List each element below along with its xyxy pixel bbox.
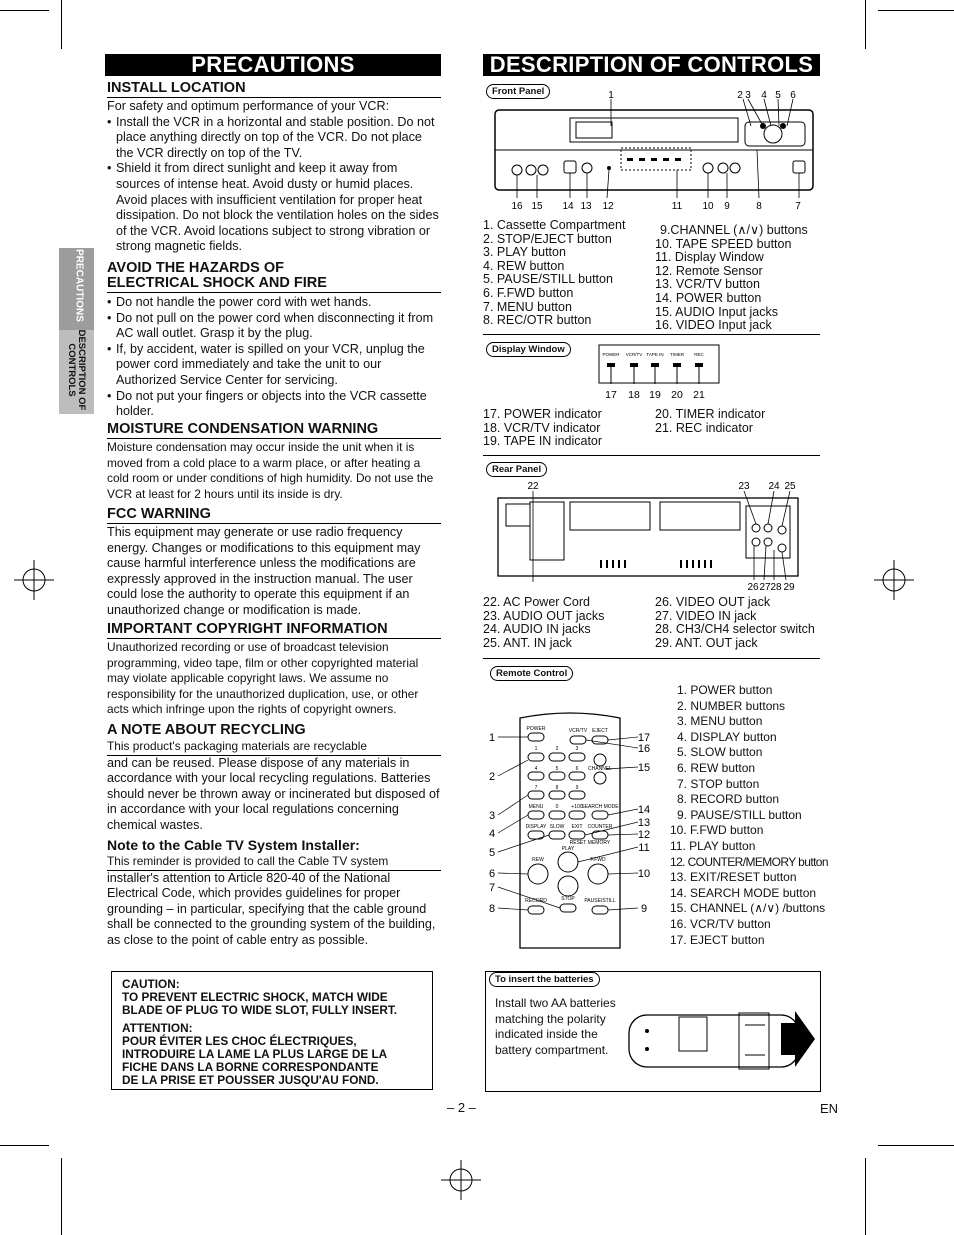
- crop-mark: [61, 0, 62, 49]
- recycling-text: and can be reused. Please dispose of any materials in accordance with your local recycling regulations. Batteries should never be thrown away or incinerated but disposed of in accordance with your local regulations concerning chemical wastes.: [107, 755, 440, 832]
- front-bottom-number: 10: [702, 201, 714, 212]
- cable-text: installer's attention to Article 820-40 of the National Electrical Code, which provides guidelines for proper grounding – in particular, specifying that the cable ground shall be connected to the grounding system of the building, as close to the point of cable entry as possible.: [107, 870, 436, 947]
- list-item: 19. TAPE IN indicator: [483, 434, 603, 449]
- list-item: 27. VIDEO IN jack: [655, 608, 757, 623]
- copyright-section: [107, 622, 441, 718]
- batteries-text: Install two AA batteries matching the polarity indicated inside the battery compartment.: [495, 996, 616, 1057]
- remote-number: 13: [637, 817, 651, 829]
- controls-title: DESCRIPTION OF CONTROLS: [483, 54, 820, 76]
- display-window-diagram: [597, 343, 722, 403]
- remote-label: POWER: [526, 726, 546, 732]
- hazards-bullet: • Do not put your fingers or objects into the VCR cassette holder.: [107, 389, 441, 420]
- recycling-section: [107, 723, 441, 833]
- list-item: 9. PAUSE/STILL button: [677, 807, 802, 822]
- rear-list-right: [655, 596, 825, 650]
- remote-digit: 3: [575, 746, 579, 752]
- list-item: 16. VCR/TV button: [670, 916, 771, 931]
- remote-label: +100: [571, 804, 583, 810]
- list-item: 26. VIDEO OUT jack: [655, 595, 771, 609]
- front-bottom-number: 15: [531, 201, 543, 212]
- caution-box: [111, 971, 433, 1090]
- list-item: 13. EXIT/RESET button: [670, 870, 797, 885]
- crop-mark: [865, 0, 866, 49]
- divider: [483, 455, 820, 456]
- registration-mark: [441, 1160, 481, 1200]
- front-bottom-number: 16: [511, 201, 523, 212]
- remote-label: REW: [532, 857, 544, 863]
- list-item: 5. SLOW button: [677, 745, 763, 760]
- crop-mark: [61, 1158, 62, 1235]
- list-item: 14. POWER button: [655, 290, 762, 305]
- rear-top-number: 22: [527, 481, 539, 492]
- rear-bottom-number: 28: [770, 582, 782, 593]
- rear-bottom-number: 29: [783, 582, 795, 593]
- install-heading: INSTALL LOCATION: [107, 81, 441, 98]
- list-item: 8. REC/OTR button: [483, 313, 592, 328]
- divider: [483, 334, 820, 335]
- fcc-section: [107, 507, 441, 619]
- remote-label: PLAY: [561, 846, 575, 852]
- moisture-section: [107, 422, 441, 502]
- list-item: 3. MENU button: [677, 714, 763, 729]
- front-top-number: 2: [737, 90, 743, 101]
- remote-number: 5: [488, 847, 496, 859]
- remote-number: 2: [488, 771, 496, 783]
- remote-number: 3: [488, 810, 496, 822]
- remote-number: 12: [637, 829, 651, 841]
- precautions-title: PRECAUTIONS: [105, 54, 441, 76]
- caution-line: DE LA PRISE ET POUSSER JUSQU'AU FOND.: [122, 1072, 379, 1087]
- remote-number: 16: [637, 743, 651, 755]
- remote-label: DISPLAY: [525, 824, 547, 830]
- front-top-number: 3: [745, 90, 751, 101]
- battery-remote-illustration: [625, 1003, 817, 1075]
- list-item: 13. VCR/TV button: [655, 277, 760, 292]
- remote-number: 8: [488, 903, 496, 915]
- front-bottom-number: 13: [580, 201, 592, 212]
- caution-line: TO PREVENT ELECTRIC SHOCK, MATCH WIDE: [122, 989, 388, 1004]
- list-item: 10. TAPE SPEED button: [655, 236, 792, 251]
- list-item: 2. STOP/EJECT button: [483, 231, 612, 246]
- side-tab-upper-label: PRECAUTIONS: [73, 249, 85, 322]
- crop-mark: [865, 1158, 866, 1235]
- copyright-heading: IMPORTANT COPYRIGHT INFORMATION: [107, 622, 441, 639]
- list-item: 12. COUNTER/MEMORY button: [670, 854, 828, 869]
- front-bottom-number: 12: [602, 201, 614, 212]
- hazards-bullet: • Do not handle the power cord with wet hands.: [107, 295, 441, 311]
- list-item: 4. REW button: [483, 258, 565, 273]
- caution-line: POUR ÉVITER LES CHOC ÉLECTRIQUES,: [122, 1034, 357, 1049]
- hazards-heading: [107, 261, 441, 293]
- remote-number: 7: [488, 882, 496, 894]
- divider: [483, 658, 820, 659]
- remote-label: COUNTER: [587, 824, 613, 830]
- indicator-number: 17: [605, 389, 617, 401]
- list-item: 9.CHANNEL (∧/∨) buttons: [660, 223, 808, 237]
- fcc-heading: FCC WARNING: [107, 507, 441, 524]
- list-item: 22. AC Power Cord: [483, 595, 590, 609]
- caution-line: ATTENTION:: [122, 1021, 193, 1036]
- caution-line: INTRODUIRE LA LAME LA PLUS LARGE DE LA: [122, 1046, 388, 1061]
- caution-line: BLADE OF PLUG TO WIDE SLOT, FULLY INSERT.: [122, 1002, 398, 1017]
- rear-top-number: 24: [768, 481, 780, 492]
- front-panel-tag: Front Panel: [486, 84, 550, 99]
- remote-label: RESET: [569, 840, 587, 846]
- caution-line: FICHE DANS LA BORNE CORRESPONDANTE: [122, 1059, 379, 1074]
- remote-digit: 5: [555, 766, 559, 772]
- list-item: 28. CH3/CH4 selector switch: [655, 622, 815, 637]
- list-item: 16. VIDEO Input jack: [655, 318, 772, 333]
- list-item: 1. Cassette Compartment: [483, 218, 626, 232]
- rear-bottom-number: 27: [759, 582, 771, 593]
- page-number: – 2 –: [447, 1100, 476, 1115]
- remote-label: PAUSE/STILL: [584, 898, 616, 904]
- crop-mark: [878, 1145, 954, 1146]
- remote-label: SEARCH MODE: [581, 804, 619, 810]
- batteries-tag: To insert the batteries: [489, 972, 600, 987]
- install-list: [107, 115, 441, 255]
- list-item: 1. POWER button: [677, 683, 773, 697]
- list-item: 21. REC indicator: [655, 420, 753, 435]
- front-list-right: [655, 224, 825, 333]
- front-panel-diagram: [487, 86, 822, 214]
- remote-digit: 7: [534, 785, 538, 791]
- list-item: 2. NUMBER buttons: [677, 698, 786, 713]
- install-intro: For safety and optimum performance of your VCR:: [107, 99, 390, 113]
- list-item: 11. Display Window: [655, 250, 764, 265]
- list-item: 6. F.FWD button: [483, 285, 574, 300]
- cable-section: [107, 838, 441, 948]
- list-item: 24. AUDIO IN jacks: [483, 622, 591, 637]
- install-bullet: • Shield it from direct sunlight and keep it away from sources of intense heat. Avoid dusty or humid places. Avoid places with insufficient ventilation for proper heat dissipation. Do not block the ventilation holes on the sides of the VCR. Avoid locations subject to strong vibration or strong magnetic fields.: [107, 161, 441, 255]
- remote-control-tag: Remote Control: [490, 666, 573, 681]
- hazards-heading-line1: AVOID THE HAZARDS OF: [107, 260, 284, 276]
- list-item: 23. AUDIO OUT jacks: [483, 608, 605, 623]
- hazards-bullet: • Do not pull on the power cord when disconnecting it from AC wall outlet. Grasp it by the plug.: [107, 311, 441, 342]
- fcc-text: This equipment may generate or use radio frequency energy. Changes or modifications to this equipment may cause harmful interference unless the modifications are expressly approved in the instruction manual. The user could lose the authority to operate this equipment if an unauthorized change or modification is made.: [107, 525, 421, 617]
- registration-mark: [874, 560, 914, 600]
- indicator-number: 18: [628, 389, 640, 401]
- moisture-text: Moisture condensation may occur inside the unit when it is moved from a cold place to a warm place, or after heating a cold room or under conditions of high humidity. Do not use the VCR at least for 2 hours until its inside is dry.: [107, 440, 434, 501]
- indicator-label: TAPE IN: [646, 352, 664, 357]
- list-item: 25. ANT. IN jack: [483, 635, 572, 650]
- indicator-label: REC: [694, 352, 704, 357]
- list-item: 7. STOP button: [677, 776, 760, 791]
- remote-label: SLOW: [549, 824, 565, 830]
- remote-label: EJECT: [592, 728, 608, 734]
- hazards-section: [107, 261, 441, 420]
- front-bottom-number: 7: [795, 201, 801, 212]
- remote-number: 4: [488, 828, 496, 840]
- rear-panel-diagram: [490, 478, 810, 593]
- front-top-number: 5: [775, 90, 781, 101]
- list-item: 14. SEARCH MODE button: [670, 885, 817, 900]
- front-bottom-number: 11: [671, 201, 683, 212]
- remote-label: RECORD: [525, 898, 547, 904]
- display-window-tag: Display Window: [486, 342, 571, 357]
- rear-top-number: 25: [784, 481, 796, 492]
- front-list-left: [483, 219, 653, 328]
- remote-label: CHANNEL: [588, 766, 612, 772]
- indicator-number: 21: [693, 389, 705, 401]
- list-item: 3. PLAY button: [483, 245, 566, 260]
- remote-digit: 1: [534, 746, 538, 752]
- front-top-number: 6: [790, 90, 796, 101]
- remote-digit: 9: [575, 785, 579, 791]
- front-bottom-number: 9: [724, 201, 730, 212]
- indicator-label: TIMER: [670, 352, 684, 357]
- remote-list: [670, 683, 840, 948]
- crop-mark: [878, 10, 954, 11]
- recycling-heading: A NOTE ABOUT RECYCLING: [107, 722, 306, 738]
- remote-number: 6: [488, 868, 496, 880]
- display-list-left: [483, 408, 653, 449]
- display-list-right: [655, 408, 820, 435]
- list-item: 10. F.FWD button: [670, 823, 764, 838]
- list-item: 12. Remote Sensor: [655, 263, 763, 278]
- remote-number: 14: [637, 804, 651, 816]
- crop-mark: [0, 1145, 49, 1146]
- rear-panel-tag: Rear Panel: [486, 462, 547, 477]
- remote-number: 15: [637, 762, 651, 774]
- list-item: 18. VCR/TV indicator: [483, 420, 601, 435]
- remote-diagram: [480, 712, 660, 952]
- language-code: EN: [820, 1101, 839, 1116]
- list-item: 17. EJECT button: [670, 932, 765, 947]
- list-item: 29. ANT. OUT jack: [655, 635, 758, 650]
- copyright-text: Unauthorized recording or use of broadcast television programming, video tape, film or other copyrighted material may violate applicable copyright laws. We assume no responsibility for the unauthorized duplication, use, or other acts which infringe upon the rights of copyright owners.: [107, 640, 419, 716]
- rear-list-left: [483, 596, 653, 650]
- remote-label: MENU: [528, 804, 544, 810]
- list-item: 4. DISPLAY button: [677, 729, 777, 744]
- moisture-heading: MOISTURE CONDENSATION WARNING: [107, 422, 441, 439]
- front-bottom-number: 8: [756, 201, 762, 212]
- remote-label: EXIT: [571, 824, 583, 830]
- hazards-heading-line2: ELECTRICAL SHOCK AND FIRE: [107, 275, 327, 291]
- recycling-first-line: This product's packaging materials are recyclable: [107, 739, 441, 756]
- indicator-number: 20: [671, 389, 683, 401]
- cable-heading: Note to the Cable TV System Installer:: [107, 837, 360, 853]
- remote-digit: 4: [534, 766, 538, 772]
- remote-digit: 0: [555, 804, 559, 810]
- front-top-number: 1: [608, 90, 614, 101]
- remote-digit: 8: [555, 785, 559, 791]
- install-bullet: • Install the VCR in a horizontal and stable position. Do not place anything directly on top of the VCR. Do not place the VCR directly on top of the TV.: [107, 115, 441, 162]
- indicator-label: VCR/TV: [625, 352, 643, 357]
- list-item: 11. PLAY button: [670, 838, 756, 853]
- list-item: 20. TIMER indicator: [655, 407, 766, 421]
- list-item: 15. CHANNEL (∧/∨) /buttons: [670, 901, 826, 916]
- remote-number: 9: [640, 903, 648, 915]
- side-tab-lower-label: DESCRIPTION OF CONTROLS: [66, 329, 87, 411]
- remote-label: STOP: [561, 896, 575, 902]
- list-item: 7. MENU button: [483, 299, 572, 314]
- front-bottom-number: 14: [562, 201, 574, 212]
- rear-bottom-number: 26: [747, 582, 759, 593]
- indicator-label: POWER: [602, 352, 620, 357]
- list-item: 15. AUDIO Input jacks: [655, 304, 778, 319]
- indicator-number: 19: [649, 389, 661, 401]
- install-section: [107, 81, 441, 255]
- rear-top-number: 23: [738, 481, 750, 492]
- front-top-number: 4: [761, 90, 767, 101]
- remote-label: VCR/TV: [568, 728, 588, 734]
- list-item: 6. REW button: [677, 760, 756, 775]
- remote-number: 1: [488, 732, 496, 744]
- list-item: 8. RECORD button: [677, 792, 780, 807]
- remote-label: MEMORY: [587, 840, 611, 846]
- remote-number: 17: [637, 732, 651, 744]
- remote-number: 11: [638, 842, 650, 854]
- hazards-bullet: • If, by accident, water is spilled on your VCR, unplug the power cord immediately and take the unit to our Authorized Service Center for servicing.: [107, 342, 441, 389]
- crop-mark: [0, 10, 49, 11]
- remote-label: F.FWD: [590, 857, 606, 863]
- remote-digit: 2: [555, 746, 559, 752]
- list-item: 5. PAUSE/STILL button: [483, 272, 613, 287]
- cable-first-line: This reminder is provided to call the Cable TV system: [107, 854, 441, 871]
- remote-number: 10: [637, 868, 651, 880]
- list-item: 17. POWER indicator: [483, 407, 602, 421]
- hazards-list: [107, 295, 441, 420]
- registration-mark: [14, 560, 54, 600]
- caution-line: CAUTION:: [122, 977, 180, 991]
- remote-digit: 6: [575, 766, 579, 772]
